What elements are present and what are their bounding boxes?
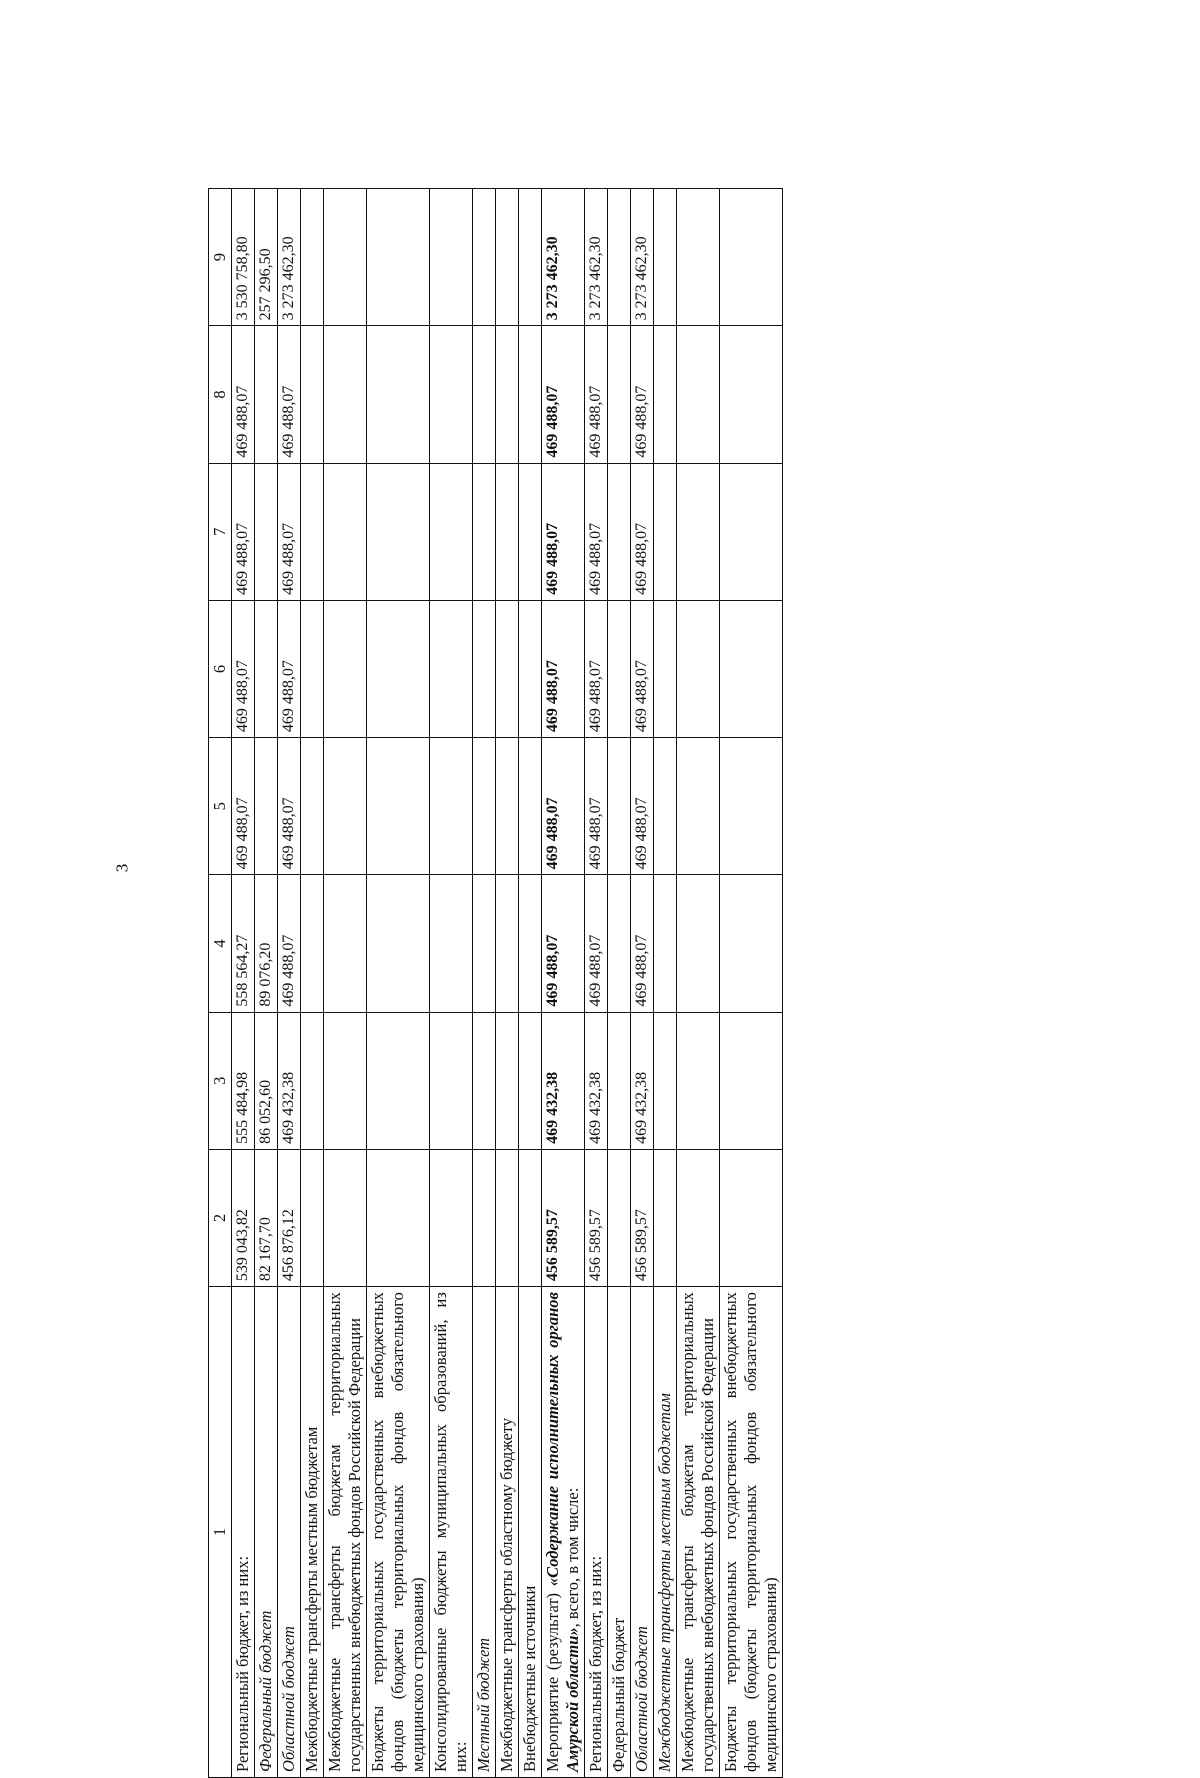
row-label: Областной бюджет (631, 1287, 654, 1778)
value-cell: 469 488,07 (585, 463, 608, 600)
row-label: Межбюджетные трансферты местным бюджетам (654, 1287, 677, 1778)
value-cell: 3 273 462,30 (542, 189, 585, 326)
value-cell (677, 189, 720, 326)
header-cell: 1 (209, 1287, 232, 1778)
value-cell (430, 1149, 473, 1286)
value-cell (720, 738, 783, 875)
value-cell (473, 189, 496, 326)
value-cell: 456 589,57 (542, 1149, 585, 1286)
value-cell (677, 1149, 720, 1286)
value-cell (519, 1149, 542, 1286)
table-row (430, 189, 473, 1778)
value-cell (430, 326, 473, 463)
value-cell: 469 488,07 (232, 326, 255, 463)
value-cell (496, 326, 519, 463)
value-cell (255, 463, 278, 600)
value-cell (473, 1012, 496, 1149)
table-row (496, 189, 519, 1778)
value-cell: 539 043,82 (232, 1149, 255, 1286)
value-cell (677, 875, 720, 1012)
row-label: Региональный бюджет, из них: (232, 1287, 255, 1778)
value-cell: 469 488,07 (542, 463, 585, 600)
header-cell: 3 (209, 1012, 232, 1149)
value-cell (496, 738, 519, 875)
value-cell (496, 1149, 519, 1286)
value-cell (301, 600, 324, 737)
table-header-row (209, 189, 232, 1778)
value-cell (496, 463, 519, 600)
value-cell (324, 326, 367, 463)
row-label: Межбюджетные трансферты местным бюджетам (301, 1287, 324, 1778)
value-cell (608, 189, 631, 326)
value-cell (519, 189, 542, 326)
value-cell: 469 488,07 (278, 738, 301, 875)
value-cell: 469 488,07 (232, 600, 255, 737)
value-cell (608, 738, 631, 875)
value-cell: 3 273 462,30 (585, 189, 608, 326)
value-cell (301, 1012, 324, 1149)
table-row (278, 189, 301, 1778)
value-cell (473, 875, 496, 1012)
value-cell (430, 600, 473, 737)
value-cell: 257 296,50 (255, 189, 278, 326)
value-cell: 456 876,12 (278, 1149, 301, 1286)
value-cell (720, 1012, 783, 1149)
value-cell (324, 1149, 367, 1286)
budget-table (208, 188, 783, 1778)
value-cell: 3 273 462,30 (631, 189, 654, 326)
value-cell (608, 1012, 631, 1149)
value-cell: 469 432,38 (631, 1012, 654, 1149)
row-label: Внебюджетные источники (519, 1287, 542, 1778)
value-cell: 469 488,07 (542, 875, 585, 1012)
row-label: Межбюджетные трансферты бюджетам территориальных государственных внебюджетных фондов Российской Федерации (324, 1287, 367, 1778)
value-cell (496, 189, 519, 326)
value-cell (608, 326, 631, 463)
value-cell: 469 488,07 (585, 875, 608, 1012)
table-row (608, 189, 631, 1778)
table-row (255, 189, 278, 1778)
value-cell (654, 600, 677, 737)
value-cell (367, 600, 430, 737)
value-cell (654, 326, 677, 463)
header-cell: 8 (209, 326, 232, 463)
row-label: Федеральный бюджет (255, 1287, 278, 1778)
value-cell (519, 1012, 542, 1149)
row-label (542, 1287, 585, 1778)
value-cell (677, 738, 720, 875)
value-cell (720, 600, 783, 737)
value-cell (654, 1012, 677, 1149)
table-row (542, 189, 585, 1778)
row-label: Консолидированные бюджеты муниципальных образований, из них: (430, 1287, 473, 1778)
value-cell (301, 875, 324, 1012)
value-cell: 469 488,07 (585, 738, 608, 875)
value-cell (324, 1012, 367, 1149)
table-row (324, 189, 367, 1778)
value-cell: 469 488,07 (278, 600, 301, 737)
value-cell (677, 1012, 720, 1149)
value-cell (301, 326, 324, 463)
value-cell (430, 1012, 473, 1149)
budget-table-rotated (208, 88, 1083, 1778)
value-cell (519, 875, 542, 1012)
header-cell: 7 (209, 463, 232, 600)
value-cell (301, 189, 324, 326)
value-cell: 469 488,07 (585, 600, 608, 737)
value-cell (367, 875, 430, 1012)
value-cell (324, 738, 367, 875)
table-row (367, 189, 430, 1778)
value-cell: 86 052,60 (255, 1012, 278, 1149)
value-cell (473, 1149, 496, 1286)
value-cell (473, 326, 496, 463)
value-cell: 469 432,38 (542, 1012, 585, 1149)
value-cell (367, 189, 430, 326)
value-cell (367, 738, 430, 875)
table-row (301, 189, 324, 1778)
value-cell (519, 463, 542, 600)
row-label: Межбюджетные трансферты бюджетам территориальных государственных внебюджетных фондов Российской Федерации (677, 1287, 720, 1778)
header-cell: 4 (209, 875, 232, 1012)
value-cell: 89 076,20 (255, 875, 278, 1012)
header-cell: 5 (209, 738, 232, 875)
value-cell: 82 167,70 (255, 1149, 278, 1286)
row-label: Бюджеты территориальных государственных внебюджетных фондов (бюджеты территориальных фондов обязательного медицинского страхования) (367, 1287, 430, 1778)
value-cell: 3 273 462,30 (278, 189, 301, 326)
value-cell (301, 463, 324, 600)
value-cell: 469 488,07 (631, 326, 654, 463)
value-cell (255, 738, 278, 875)
value-cell: 456 589,57 (585, 1149, 608, 1286)
value-cell: 456 589,57 (631, 1149, 654, 1286)
value-cell (608, 600, 631, 737)
table-row (631, 189, 654, 1778)
value-cell (324, 875, 367, 1012)
value-cell: 469 488,07 (278, 463, 301, 600)
value-cell: 469 432,38 (585, 1012, 608, 1149)
table-row (720, 189, 783, 1778)
value-cell: 558 564,27 (232, 875, 255, 1012)
row-label-part: , всего, в том числе: (563, 1487, 582, 1628)
value-cell (677, 326, 720, 463)
row-label-part: Мероприятие (результат) (543, 1586, 562, 1772)
value-cell (677, 600, 720, 737)
value-cell (324, 189, 367, 326)
value-cell: 469 488,07 (232, 463, 255, 600)
table-row (232, 189, 255, 1778)
value-cell (430, 738, 473, 875)
row-label: Областной бюджет (278, 1287, 301, 1778)
table-row (654, 189, 677, 1778)
value-cell (654, 738, 677, 875)
value-cell (519, 738, 542, 875)
value-cell (720, 875, 783, 1012)
value-cell (654, 1149, 677, 1286)
value-cell: 469 488,07 (278, 326, 301, 463)
value-cell (720, 326, 783, 463)
value-cell: 3 530 758,80 (232, 189, 255, 326)
value-cell (720, 1149, 783, 1286)
value-cell (430, 189, 473, 326)
row-label-part: «Содержание исполнительных органов Амурской области» (543, 1292, 582, 1772)
value-cell (301, 738, 324, 875)
header-cell: 9 (209, 189, 232, 326)
value-cell (367, 326, 430, 463)
value-cell (430, 875, 473, 1012)
value-cell: 469 488,07 (631, 738, 654, 875)
value-cell (654, 875, 677, 1012)
value-cell (496, 1012, 519, 1149)
value-cell (367, 1012, 430, 1149)
row-label: Бюджеты территориальных государственных внебюджетных фондов (бюджеты территориальных фондов обязательного медицинского страхования) (720, 1287, 783, 1778)
value-cell (301, 1149, 324, 1286)
value-cell: 469 488,07 (232, 738, 255, 875)
value-cell (720, 463, 783, 600)
value-cell (608, 1149, 631, 1286)
value-cell (430, 463, 473, 600)
value-cell (677, 463, 720, 600)
value-cell (367, 1149, 430, 1286)
value-cell: 469 432,38 (278, 1012, 301, 1149)
page-number: 3 (112, 863, 132, 873)
value-cell (496, 600, 519, 737)
value-cell (608, 463, 631, 600)
table-row (473, 189, 496, 1778)
header-cell: 6 (209, 600, 232, 737)
value-cell: 469 488,07 (278, 875, 301, 1012)
value-cell: 555 484,98 (232, 1012, 255, 1149)
value-cell (367, 463, 430, 600)
table-row (585, 189, 608, 1778)
value-cell (608, 875, 631, 1012)
row-label: Федеральный бюджет (608, 1287, 631, 1778)
value-cell (496, 875, 519, 1012)
value-cell (255, 600, 278, 737)
row-label: Региональный бюджет, из них: (585, 1287, 608, 1778)
value-cell: 469 488,07 (631, 875, 654, 1012)
value-cell (473, 463, 496, 600)
value-cell (519, 600, 542, 737)
value-cell (473, 600, 496, 737)
value-cell (324, 463, 367, 600)
value-cell: 469 488,07 (542, 600, 585, 737)
value-cell (255, 326, 278, 463)
header-cell: 2 (209, 1149, 232, 1286)
value-cell: 469 488,07 (631, 600, 654, 737)
value-cell (473, 738, 496, 875)
value-cell (720, 189, 783, 326)
row-label: Местный бюджет (473, 1287, 496, 1778)
value-cell: 469 488,07 (631, 463, 654, 600)
value-cell: 469 488,07 (585, 326, 608, 463)
value-cell (519, 326, 542, 463)
value-cell: 469 488,07 (542, 326, 585, 463)
value-cell (654, 189, 677, 326)
table-row (677, 189, 720, 1778)
value-cell (324, 600, 367, 737)
value-cell (654, 463, 677, 600)
value-cell: 469 488,07 (542, 738, 585, 875)
table-row (519, 189, 542, 1778)
row-label: Межбюджетные трансферты областному бюджету (496, 1287, 519, 1778)
